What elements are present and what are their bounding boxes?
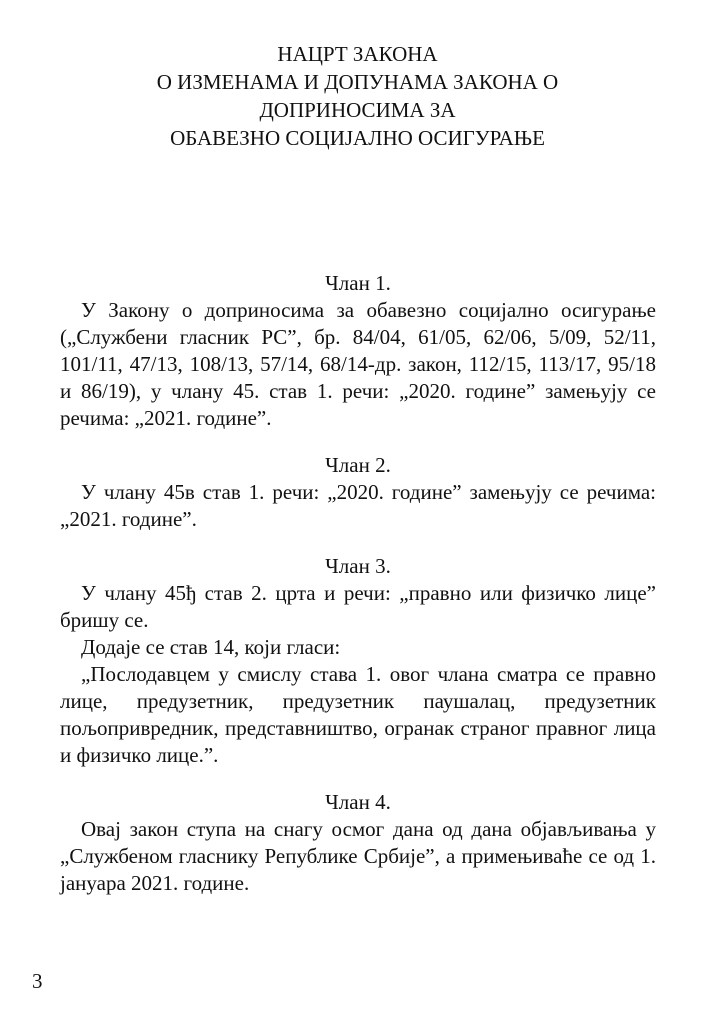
article-paragraph: Додаје се став 14, који гласи:	[81, 635, 341, 659]
document-title	[60, 40, 655, 152]
title-line-3: ДОПРИНОСИМА ЗА	[259, 98, 456, 122]
article-3	[60, 553, 656, 769]
title-line-4: ОБАВЕЗНО СОЦИЈАЛНО ОСИГУРАЊЕ	[170, 126, 545, 150]
article-paragraph: Овај закон ступа на снагу осмог дана од дана објављивања у „Службеном гласнику Републике Србије”, а примењиваће се од 1. јануара 2021. године.	[60, 817, 656, 895]
article-1	[60, 270, 656, 432]
article-paragraph: „Послодавцем у смислу става 1. овог члана сматра се правно лице, предузетник, предузетник паушалац, предузетник пољопривредник, представништво, огранак страног правног лица и физичко лице.”.	[60, 662, 656, 767]
title-line-1: НАЦРТ ЗАКОНА	[277, 42, 438, 66]
document-body	[60, 270, 656, 897]
article-paragraph: У Закону о доприносима за обавезно социјално осигурање („Службени гласник РС”, бр. 84/04, 61/05, 62/06, 5/09, 52/11, 101/11, 47/13, 108/13, 57/14, 68/14-др. закон, 112/15, 113/17, 95/18 и 86/19), у члану 45. став 1. речи: „2020. године” замењују се речима: „2021. године”.	[60, 298, 656, 430]
article-heading: Члан 1.	[325, 271, 391, 295]
article-heading: Члан 2.	[325, 453, 391, 477]
article-2	[60, 452, 656, 533]
title-line-2: О ИЗМЕНАМА И ДОПУНАМА ЗАКОНА О	[156, 70, 559, 94]
article-4	[60, 789, 656, 897]
article-heading: Члан 3.	[325, 554, 391, 578]
article-paragraph: У члану 45в став 1. речи: „2020. године” замењују се речима: „2021. године”.	[60, 480, 656, 531]
page-number: 3	[32, 969, 43, 993]
article-paragraph: У члану 45ђ став 2. црта и речи: „правно или физичко лице” бришу се.	[60, 581, 656, 632]
article-heading: Члан 4.	[325, 790, 391, 814]
